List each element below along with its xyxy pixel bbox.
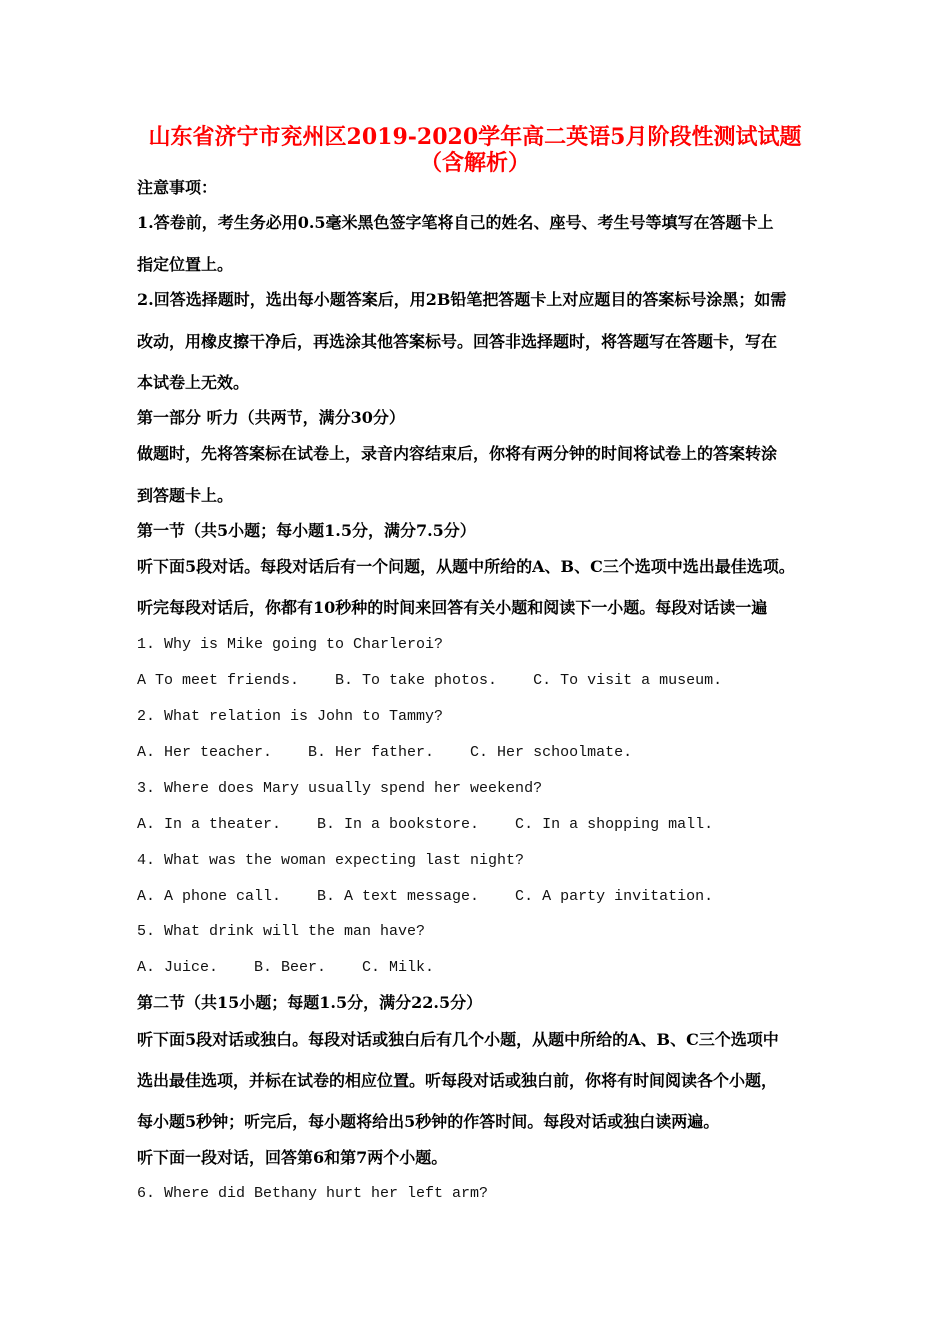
question-text: 3. Where does Mary usually spend her weekend? [137,780,543,797]
question-options: A. In a theater. B. In a bookstore. C. In a shopping mall. [137,816,714,833]
section1-heading: 第一节（共5小题；每小题1.5分，满分7.5分） [137,521,476,540]
question-text: 1. Why is Mike going to Charleroi? [137,636,444,653]
section2-sub-instruction: 听下面一段对话，回答第6和第7两个小题。 [137,1148,448,1167]
section2-heading: 第二节（共15小题；每题1.5分，满分22.5分） [137,993,483,1012]
document-title-subtitle: （含解析） [419,150,530,176]
document-title: 山东省济宁市兖州区2019-2020学年高二英语5月阶段性测试试题 [148,124,802,150]
notes-line: 本试卷上无效。 [137,373,250,392]
part1-heading: 第一部分 听力（共两节，满分30分） [137,408,405,427]
notes-line: 1.答卷前，考生务必用0.5毫米黑色签字笔将自己的姓名、座号、考生号等填写在答题卡上 [137,213,774,232]
question-text: 5. What drink will the man have? [137,923,426,940]
notes-line: 指定位置上。 [137,255,234,274]
question-options: A To meet friends. B. To take photos. C. To visit a museum. [137,672,723,689]
notes-heading: 注意事项： [137,178,218,197]
part1-instruction: 到答题卡上。 [137,486,234,505]
section2-instruction: 每小题5秒钟；听完后，每小题将给出5秒钟的作答时间。每段对话或独白读两遍。 [137,1112,720,1131]
section2-instruction: 选出最佳选项，并标在试卷的相应位置。听每段对话或独白前，你将有时间阅读各个小题， [137,1071,778,1090]
question-options: A. A phone call. B. A text message. C. A party invitation. [137,888,714,905]
section1-instruction: 听下面5段对话。每段对话后有一个问题，从题中所给的A、B、C三个选项中选出最佳选项。 [137,557,795,576]
notes-line: 2.回答选择题时，选出每小题答案后，用2B铅笔把答题卡上对应题目的答案标号涂黑；如需 [137,290,787,309]
question-text: 4. What was the woman expecting last night? [137,852,525,869]
section2-instruction: 听下面5段对话或独白。每段对话或独白后有几个小题，从题中所给的A、B、C三个选项中 [137,1030,779,1049]
section1-instruction: 听完每段对话后，你都有10秒种的时间来回答有关小题和阅读下一小题。每段对话读一遍 [137,598,768,617]
notes-line: 改动，用橡皮擦干净后，再选涂其他答案标号。回答非选择题时，将答题写在答题卡，写在 [137,332,778,351]
question-options: A. Juice. B. Beer. C. Milk. [137,959,435,976]
question-text: 6. Where did Bethany hurt her left arm? [137,1185,489,1202]
question-text: 2. What relation is John to Tammy? [137,708,444,725]
question-options: A. Her teacher. B. Her father. C. Her schoolmate. [137,744,633,761]
part1-instruction: 做题时，先将答案标在试卷上，录音内容结束后，你将有两分钟的时间将试卷上的答案转涂 [137,444,778,463]
